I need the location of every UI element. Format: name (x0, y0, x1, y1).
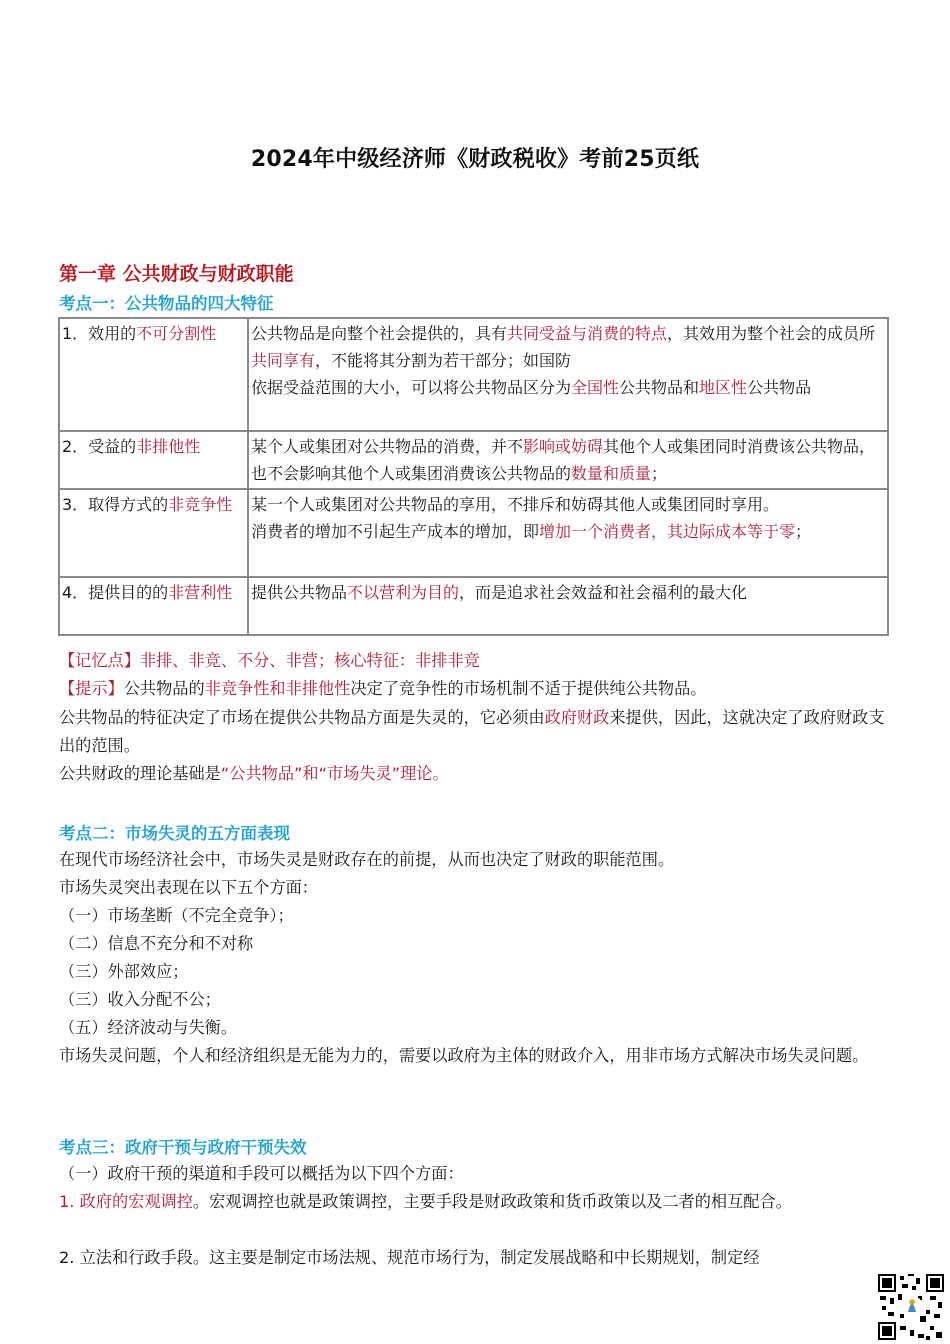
kp2-list-item: （一）市场垄断（不完全竞争）； (59, 906, 294, 925)
market-failure-paragraph: 公共物品的特征决定了市场在提供公共物品方面是失灵的，它必须由政府财政来提供，因此，这就决定了政府财政支出的范围。 (59, 708, 885, 755)
kp2-list-item: （三）外部效应； (59, 962, 189, 981)
kp2-list-item: （二）信息不充分和不对称 (59, 934, 254, 953)
tip-paragraph: 【提示】公共物品的非竞争性和非排他性决定了竞争性的市场机制不适于提供纯公共物品。 (59, 679, 707, 698)
kp2-list-item: （三）收入分配不公； (59, 990, 221, 1009)
kp1-heading: 考点一：公共物品的四大特征 (59, 294, 274, 313)
kp3-intro: （一）政府干预的渠道和手段可以概括为以下四个方面： (59, 1164, 464, 1183)
memory-point: 【记忆点】非排、非竞、不分、非营；核心特征：非排非竞 (59, 651, 480, 670)
kp3-heading: 考点三：政府干预与政府干预失效 (59, 1138, 307, 1157)
row4-desc: 提供公共物品不以营利为目的，而是追求社会效益和社会福利的最大化 (248, 577, 888, 635)
row3-label: 3．取得方式的非竞争性 (59, 489, 248, 577)
kp2-line: 市场失灵突出表现在以下五个方面： (59, 878, 318, 897)
row2-label: 2．受益的非排他性 (59, 431, 248, 489)
chapter-title: 第一章 公共财政与财政职能 (59, 263, 294, 285)
table-row (59, 577, 888, 635)
row3-desc: 某一个人或集团对公共物品的享用，不排斥和妨碍其他人或集团同时享用。 消费者的增加不引起生产成本的增加，即增加一个消费者，其边际成本等于零； (248, 489, 888, 577)
document-title: 2024年中级经济师《财政税收》考前25页纸 (250, 147, 700, 172)
features-table (58, 317, 889, 636)
row2-desc: 某个人或集团对公共物品的消费，并不影响或妨碍其他个人或集团同时消费该公共物品，也不会影响其他个人或集团消费该公共物品的数量和质量； (248, 431, 888, 489)
row1-desc: 公共物品是向整个社会提供的，具有共同受益与消费的特点，其效用为整个社会的成员所共同享有，不能将其分割为若干部分；如国防 依据受益范围的大小，可以将公共物品区分为全国性公共物品和地区性公共物品 (248, 318, 888, 431)
row1-label: 1．效用的不可分割性 (59, 318, 248, 431)
kp2-paragraph: 市场失灵问题，个人和经济组织是无能为力的，需要以政府为主体的财政介入，用非市场方式解决市场失灵问题。 (59, 1046, 869, 1065)
kp3-item-1: 1. 政府的宏观调控。宏观调控也就是政策调控，主要手段是财政政策和货币政策以及二者的相互配合。 (59, 1192, 792, 1211)
kp2-heading: 考点二：市场失灵的五方面表现 (59, 824, 290, 843)
theory-basis-paragraph: 公共财政的理论基础是“公共物品”和“市场失灵”理论。 (59, 764, 449, 783)
kp2-line: 在现代市场经济社会中，市场失灵是财政存在的前提，从而也决定了财政的职能范围。 (59, 850, 675, 869)
table-row (59, 431, 888, 489)
qr-code-icon (878, 1274, 944, 1340)
table-row (59, 318, 888, 431)
kp2-list-item: （五）经济波动与失衡。 (59, 1018, 238, 1037)
row4-label: 4．提供目的的非营利性 (59, 577, 248, 635)
table-row (59, 489, 888, 577)
kp3-item-2: 2. 立法和行政手段。这主要是制定市场法规、规范市场行为，制定发展战略和中长期规划，制定经 (59, 1248, 760, 1267)
